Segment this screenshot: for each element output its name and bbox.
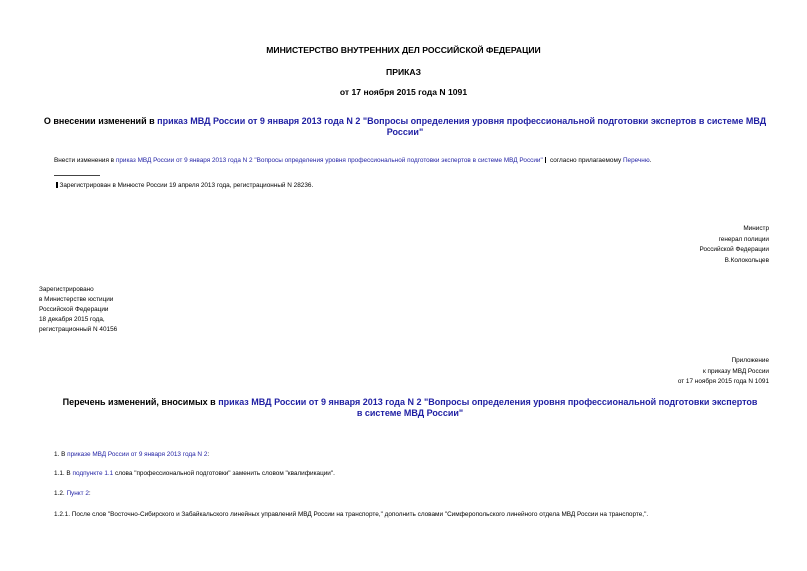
signature-line: генерал полиции bbox=[718, 235, 769, 243]
item-1-end: : bbox=[207, 451, 210, 458]
footnote-separator bbox=[54, 175, 100, 176]
appendix-line: к приказу МВД России bbox=[702, 367, 769, 375]
signature-line: Российской Федерации bbox=[699, 246, 769, 253]
title-link[interactable]: приказ МВД России от 9 января 2013 года N 2 "Вопросы определения уровня профессиональной подготовки экспертов в системе МВД России" bbox=[157, 116, 767, 137]
registration-block bbox=[39, 285, 117, 335]
intro-middle: согласно прилагаемому bbox=[548, 157, 623, 164]
signature-line: Министр bbox=[743, 225, 769, 232]
item-1-2-end: : bbox=[88, 490, 91, 497]
footnote-marker[interactable] bbox=[545, 157, 547, 163]
registration-line: Зарегистрировано bbox=[39, 286, 94, 293]
item-1-link[interactable]: приказе МВД России от 9 января 2013 года N 2 bbox=[67, 451, 208, 458]
intro-paragraph bbox=[54, 157, 651, 165]
intro-prefix: Внести изменения в bbox=[54, 157, 116, 164]
appendix-line: Приложение bbox=[731, 357, 769, 364]
registration-line: 18 декабря 2015 года, bbox=[39, 316, 105, 323]
order-date-heading: от 17 ноября 2015 года N 1091 bbox=[339, 87, 468, 97]
intro-link[interactable]: приказ МВД России от 9 января 2013 года N 2 "Вопросы определения уровня профессиональной подготовки экспертов в системе МВД России" bbox=[115, 157, 543, 164]
registration-line: в Министерстве юстиции bbox=[39, 296, 114, 303]
footnote-text: Зарегистрирован в Минюсте России 19 апреля 2013 года, регистрационный N 28236. bbox=[59, 182, 314, 189]
registration-line: Российской Федерации bbox=[39, 306, 109, 313]
intro-end: . bbox=[649, 157, 652, 164]
item-1-prefix: 1. В bbox=[54, 451, 68, 458]
list-title bbox=[60, 397, 760, 419]
doc-type-heading: ПРИКАЗ bbox=[386, 67, 421, 77]
footnote-marker-ref bbox=[56, 182, 58, 188]
appendix-line: от 17 ноября 2015 года N 1091 bbox=[677, 378, 769, 385]
item-1-2-link[interactable]: Пункт 2 bbox=[66, 490, 89, 497]
signature-block bbox=[700, 224, 770, 266]
item-1 bbox=[54, 451, 209, 459]
item-1-1-link[interactable]: подпункте 1.1 bbox=[72, 470, 114, 477]
item-1-2 bbox=[54, 490, 91, 498]
list-title-prefix: Перечень изменений, вносимых в bbox=[62, 397, 219, 407]
appendix-link[interactable]: Перечню bbox=[622, 157, 650, 164]
list-title-link[interactable]: приказ МВД России от 9 января 2013 года N 2 "Вопросы определения уровня профессиональной подготовки экспертов в системе МВД России" bbox=[218, 397, 758, 418]
item-1-2-prefix: 1.2. bbox=[54, 490, 67, 497]
document-title bbox=[40, 116, 770, 138]
signature-line: В.Колокольцев bbox=[724, 256, 769, 264]
ministry-heading: МИНИСТЕРСТВО ВНУТРЕННИХ ДЕЛ РОССИЙСКОЙ ФЕДЕРАЦИИ bbox=[266, 45, 541, 55]
title-prefix: О внесении изменений в bbox=[43, 116, 158, 126]
registration-line: регистрационный N 40156 bbox=[39, 326, 118, 333]
item-1-1-end: слова "профессиональной подготовки" заменить словом "квалификации". bbox=[113, 470, 335, 477]
item-1-1 bbox=[54, 470, 335, 478]
item-1-2-1: 1.2.1. После слов "Восточно-Сибирского и Забайкальского линейных управлений МВД России на транспорте," дополнить словами "Симферопольского линейного отдела МВД России на транспорте,". bbox=[54, 511, 649, 518]
footnote bbox=[54, 182, 313, 190]
appendix-block bbox=[678, 356, 769, 388]
item-1-1-prefix: 1.1. В bbox=[54, 470, 73, 477]
